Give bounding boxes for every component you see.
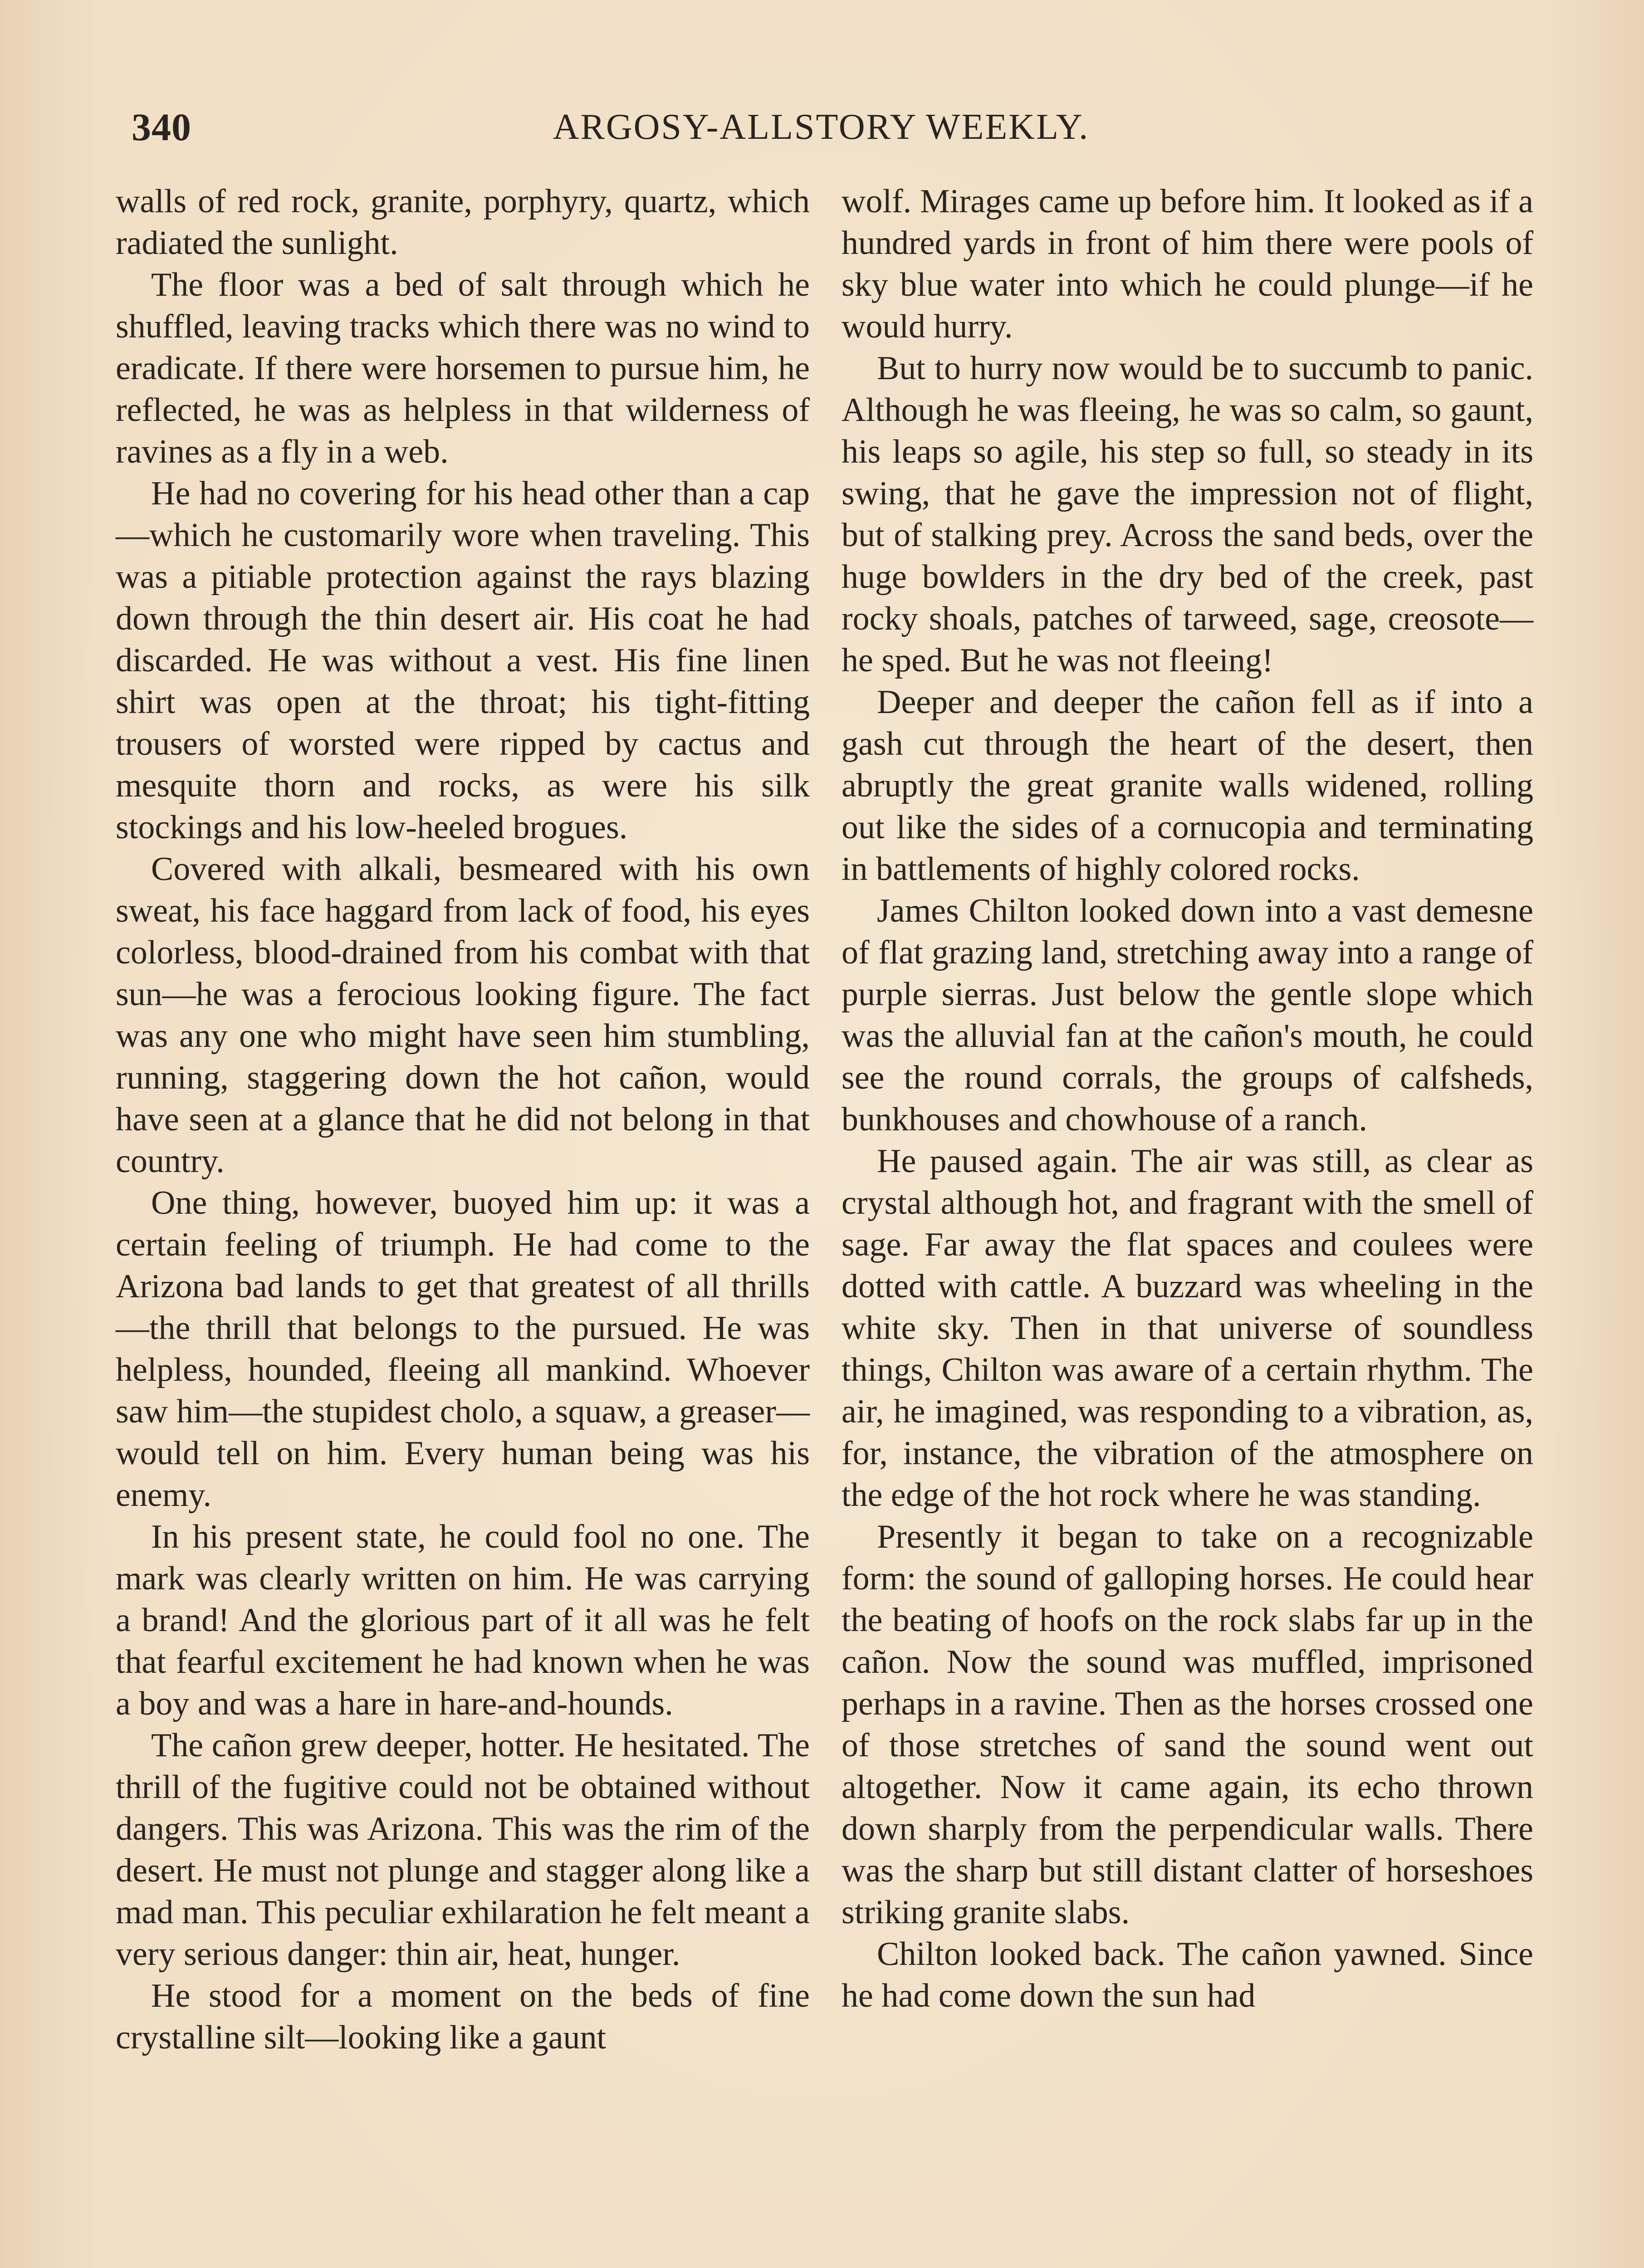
paragraph: James Chilton looked down into a vast demesne of flat grazing land, stretching away into a range of purple sierras. Just below the gentle slope which was the alluvial fan at the cañon's mouth, he could see the round corrals, the groups of calfsheds, bunkhouses and chowhouse of a ranch.	[842, 892, 1533, 1138]
page-header	[91, 98, 1551, 156]
paragraph: Covered with alkali, besmeared with his own sweat, his face haggard from lack of food, his eyes colorless, blood-drained from his combat with that sun—he was a ferocious looking figure. The fact was any one who might have seen him stumbling, running, staggering down the hot cañon, would have seen at a glance that he did not belong in that country.	[116, 850, 810, 1180]
paragraph: He paused again. The air was still, as clear as crystal although hot, and fragrant with the smell of sage. Far away the flat spaces and coulees were dotted with cattle. A buzzard was wheeling in the white sky. Then in that universe of soundless things, Chilton was aware of a certain rhythm. The air, he imagined, was responding to a vibration, as, for, instance, the vibration of the atmosphere on the edge of the hot rock where he was standing.	[842, 1143, 1533, 1514]
paragraph: He had no covering for his head other than a cap—which he customarily wore when traveling. This was a pitiable protection against the rays blazing down through the thin desert air. His coat he had discarded. He was without a vest. His fine linen shirt was open at the throat; his tight-fitting trousers of worsted were ripped by cactus and mesquite thorn and rocks, as were his silk stockings and his low-heeled brogues.	[116, 475, 810, 846]
paragraph: He stood for a moment on the beds of fine crystalline silt—looking like a gaunt	[116, 1977, 810, 2056]
page-number: 340	[132, 105, 191, 149]
running-head: ARGOSY-ALLSTORY WEEKLY.	[553, 107, 1090, 147]
paragraph: Deeper and deeper the cañon fell as if into a gash cut through the heart of the desert, then abruptly the great granite walls widened, rolling out like the sides of a cornucopia and terminating in battlements of highly colored rocks.	[842, 684, 1533, 888]
paragraph: Presently it began to take on a recognizable form: the sound of galloping horses. He could hear the beating of hoofs on the rock slabs far up in the cañon. Now the sound was muffled, imprisoned perhaps in a ravine. Then as the horses crossed one of those stretches of sand the sound went out altogether. Now it came again, its echo thrown down sharply from the perpendicular walls. There was the sharp but still distant clatter of horseshoes striking granite slabs.	[842, 1518, 1533, 1931]
paragraph: walls of red rock, granite, porphyry, quartz, which radiated the sunlight.	[116, 183, 810, 262]
right-column	[842, 181, 1533, 2017]
paragraph: The floor was a bed of salt through which he shuffled, leaving tracks which there was no wind to eradicate. If there were horsemen to pursue him, he reflected, he was as helpless in that wilderness of ravines as a fly in a web.	[116, 266, 810, 470]
paragraph: wolf. Mirages came up before him. It looked as if a hundred yards in front of him there were pools of sky blue water into which he could plunge—if he would hurry.	[842, 183, 1533, 345]
paragraph: The cañon grew deeper, hotter. He hesitated. The thrill of the fugitive could not be obtained without dangers. This was Arizona. This was the rim of the desert. He must not plunge and stagger along like a mad man. This peculiar exhilaration he felt meant a very serious danger: thin air, heat, hunger.	[116, 1727, 810, 1973]
paragraph: One thing, however, buoyed him up: it was a certain feeling of triumph. He had come to the Arizona bad lands to get that greatest of all thrills—the thrill that belongs to the pursued. He was helpless, hounded, fleeing all mankind. Whoever saw him—the stupidest cholo, a squaw, a greaser—would tell on him. Every human being was his enemy.	[116, 1184, 810, 1514]
left-column	[116, 181, 810, 2058]
paragraph: But to hurry now would be to succumb to panic. Although he was fleeing, he was so calm, so gaunt, his leaps so agile, his step so full, so steady in its swing, that he gave the impression not of flight, but of stalking prey. Across the sand beds, over the huge bowlders in the dry bed of the creek, past rocky shoals, patches of tarweed, sage, creosote—he sped. But he was not fleeing!	[842, 350, 1533, 679]
paragraph: Chilton looked back. The cañon yawned. Since he had come down the sun had	[842, 1936, 1533, 2014]
paragraph: In his present state, he could fool no one. The mark was clearly written on him. He was carrying a brand! And the glorious part of it all was he felt that fearful excitement he had known when he was a boy and was a hare in hare-and-hounds.	[116, 1518, 810, 1722]
